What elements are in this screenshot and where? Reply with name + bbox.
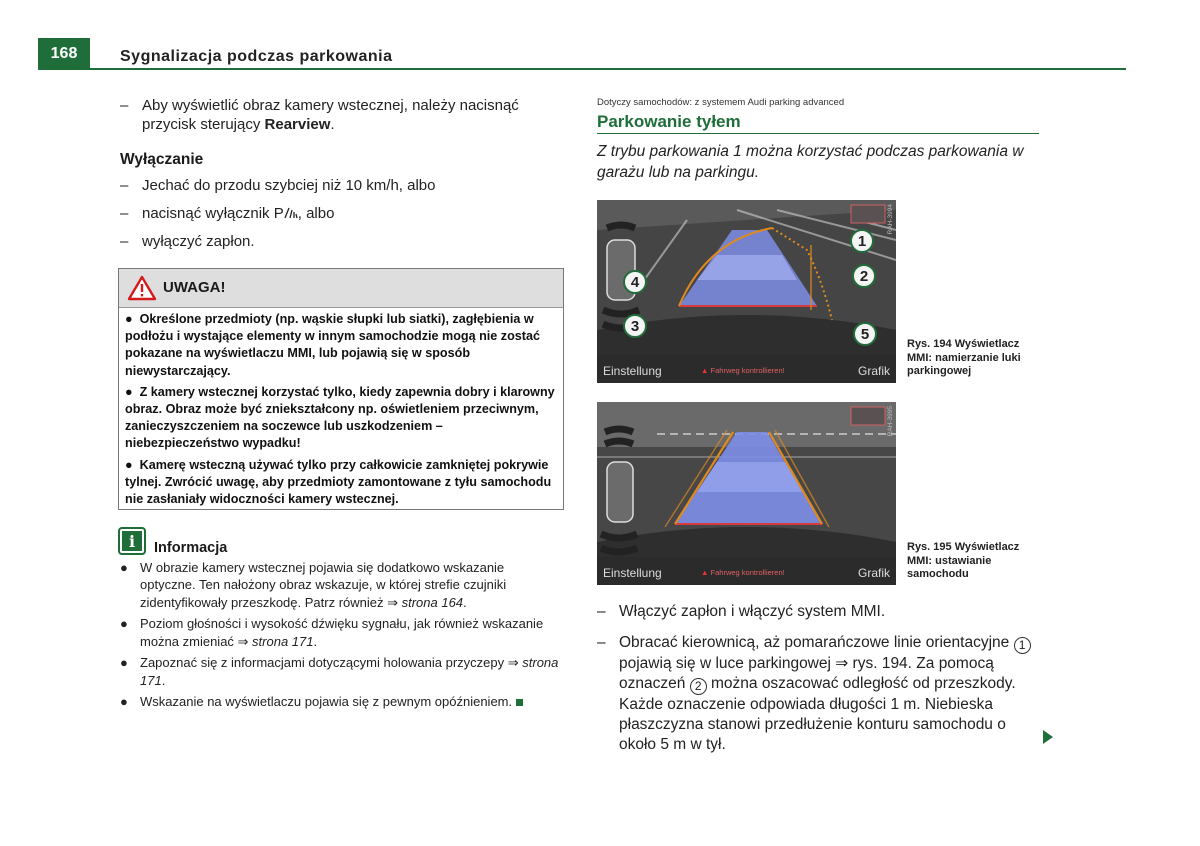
ref-marker-2: 2 [690, 678, 707, 695]
warning-paragraph: ● Kamerę wsteczną używać tylko przy całkowicie zamkniętej pokrywie tylnej. Zwrócić uwagę, aby przedmioty zamontowane z tyłu samochodu nie zasłaniały widoczności kamery wstecznej. [125, 457, 552, 507]
warning-paragraph: ● Określone przedmioty (np. wąskie słupki lub siatki), zagłębienia w podłożu i wystające elementy w innym samochodzie mogą nie zostać pokazane na wyświetlaczu MMI, lub pojawią się w sposób niewystarczający. [125, 312, 541, 378]
continue-arrow-icon [1043, 730, 1053, 744]
step-item: – Obracać kierownicą, aż pomarańczowe linie orientacyjne 1 pojawią się w luce parkingowej ⇒ rys. 194. Za pomocą oznaczeń 2 można oszacować odległość od przeszkody. Każde oznaczenie odpowiada długości 1 m. Niebieska płaszczyzna stanowi przedłużenie konturu samochodu o około 5 m w tył. [597, 633, 1042, 755]
einstellung-label: Einstellung [603, 566, 662, 580]
page-number: 168 [38, 38, 90, 70]
section-rule [597, 133, 1039, 134]
figure-code: RAH-3995 [887, 406, 894, 437]
header-rule [90, 68, 1126, 70]
grafik-label: Grafik [857, 364, 890, 378]
figure-caption-194: Rys. 194 Wyświetlacz MMI: namierzanie luki parkingowej [907, 338, 1021, 377]
page-title: Sygnalizacja podczas parkowania [120, 48, 393, 65]
camera-step: – Aby wyświetlić obraz kamery wstecznej, należy nacisnąć przycisk sterujący Rearview. [120, 97, 519, 133]
info-item: ● W obrazie kamery wstecznej pojawia się dodatkowo wskazanie optyczne. Ten nałożony obraz wskazuje, w której strefie czujniki zidentyfikowały przeszkodę. Patrz również ⇒ strona 164. [120, 560, 507, 610]
warning-message: ▲ Fahrweg kontrollieren! [701, 366, 785, 375]
grafik-label: Grafik [857, 566, 890, 580]
parking-aid-icon [284, 206, 298, 219]
callout-1: 1 [850, 229, 874, 253]
info-item: ● Zapoznać się z informacjami dotyczącymi holowania przyczepy ⇒ strona 171. [120, 655, 559, 688]
warning-message: ▲ Fahrweg kontrollieren! [701, 568, 785, 577]
warning-header [119, 269, 563, 308]
warning-icon [127, 275, 157, 301]
info-item: ● Poziom głośności i wysokość dźwięku sygnału, jak również wskazanie można zmieniać ⇒ strona 171. [120, 616, 544, 649]
warning-box [118, 268, 564, 510]
mmi-screen-fig195 [597, 402, 896, 585]
ref-marker-1: 1 [1014, 637, 1031, 654]
figure-caption-195: Rys. 195 Wyświetlacz MMI: ustawianie samochodu [907, 541, 1020, 580]
warning-title: UWAGA! [163, 279, 226, 296]
einstellung-label: Einstellung [603, 364, 662, 378]
callout-2: 2 [852, 264, 876, 288]
vehicle-note: Dotyczy samochodów: z systemem Audi parking advanced [597, 97, 845, 108]
intro-text: Z trybu parkowania 1 można korzystać podczas parkowania w garażu lub na parkingu. [597, 143, 1024, 181]
callout-4: 4 [623, 270, 647, 294]
off-heading: Wyłączanie [120, 151, 204, 168]
mmi-screen-fig194 [597, 200, 896, 383]
info-title: Informacja [154, 540, 228, 556]
steps [597, 602, 1042, 754]
callout-3: 3 [623, 314, 647, 338]
warning-paragraph: ● Z kamery wstecznej korzystać tylko, kiedy zapewnia dobry i klarowny obraz. Obraz może być zniekształcony np. oświetleniem przeciwnym, zanieczyszczeniem na soczewce lub uszkodzeniem – niebezpieczeństwo wypadku! [125, 384, 555, 451]
info-body [120, 559, 562, 715]
callout-5: 5 [853, 322, 877, 346]
info-item: ● Wskazanie na wyświetlaczu pojawia się z pewnym opóźnieniem. [120, 693, 562, 710]
end-marker [516, 699, 523, 706]
warning-body [125, 311, 557, 512]
step-item: – Włączyć zapłon i włączyć system MMI. [597, 603, 886, 620]
info-icon: i [118, 527, 146, 555]
figure-code: RAH-3994 [887, 204, 894, 235]
section-title: Parkowanie tyłem [597, 112, 741, 131]
